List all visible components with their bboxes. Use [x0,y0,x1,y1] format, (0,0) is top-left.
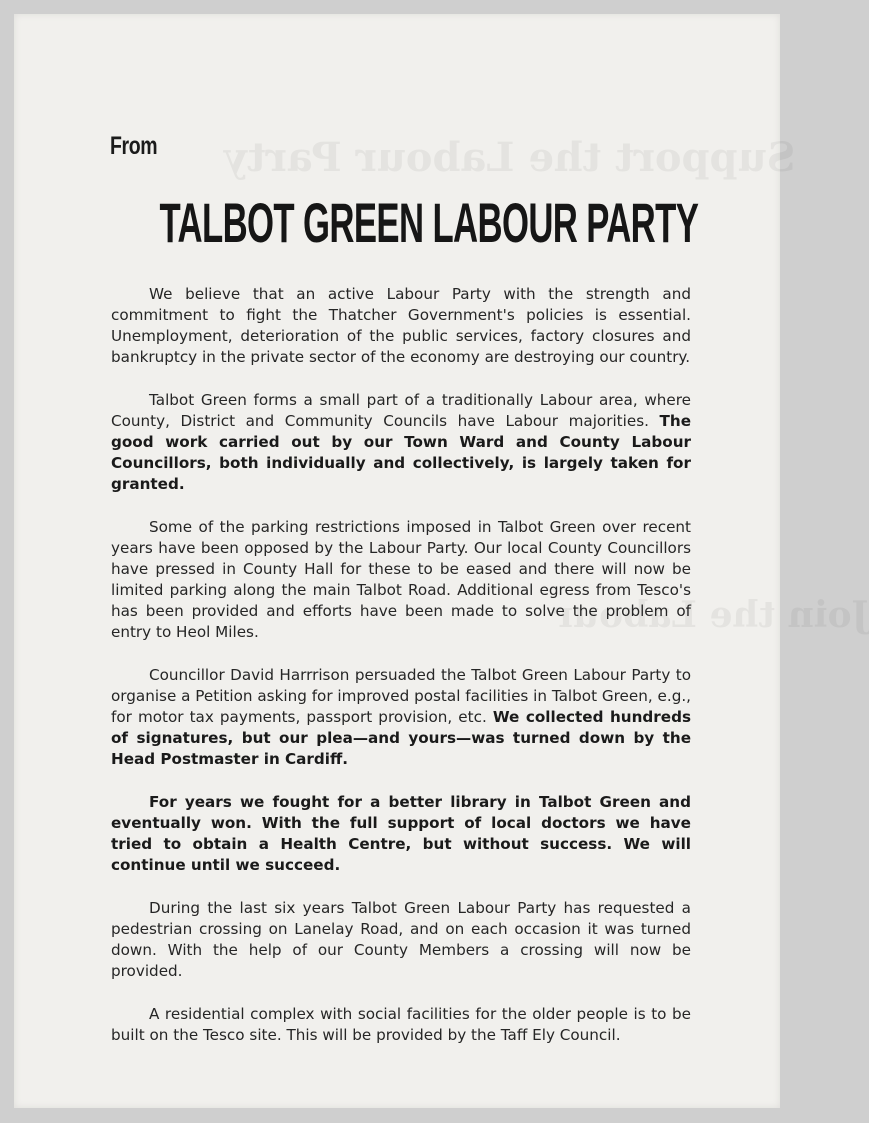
paragraph-2: Talbot Green forms a small part of a traditionally Labour area, where County, District and Community Councils have Labour majorities. The good work carried out by our Town Ward and County Labour Councillors, both individually and collectively, is largely taken for granted. [111,391,691,493]
show-through-join: Join the Labour [554,594,869,636]
paragraph-3: Some of the parking restrictions imposed in Talbot Green over recent years have been opposed by the Labour Party. Our local County Councillors have pressed in County Hall for these to be eased and there will now be limited parking along the main Talbot Road. Additional egress from Tesco's has been provided and efforts have been made to solve the problem of entry to Heol Miles. [111,518,691,641]
leaflet-body [111,284,691,1068]
paragraph-5: For years we fought for a better library in Talbot Green and eventually won. With the full support of local doctors we have tried to obtain a Health Centre, but without success. We will continue until we succeed. [111,793,691,874]
page-title: TALBOT GREEN LABOUR PARTY [159,191,699,254]
paragraph-6: During the last six years Talbot Green Labour Party has requested a pedestrian crossing on Lanelay Road, and on each occasion it was turned down. With the help of our County Members a crossing will now be provided. [111,899,691,980]
show-through-heading: Support the Labour Party [224,134,796,181]
leaflet-page [14,14,869,1108]
paragraph-1: We believe that an active Labour Party with the strength and commitment to fight the Thatcher Government's policies is essential. Unemployment, deterioration of the public services, factory closures and bankruptcy in the private sector of the economy are destroying our country. [111,285,691,366]
paragraph-4: Councillor David Harrrison persuaded the Talbot Green Labour Party to organise a Petition asking for improved postal facilities in Talbot Green, e.g., for motor tax payments, passport provision, etc. We collected hundreds of signatures, but our plea—and yours—was turned down by the Head Postmaster in Cardiff. [111,666,691,768]
paragraph-7: A residential complex with social facilities for the older people is to be built on the Tesco site. This will be provided by the Taff Ely Council. [111,1005,691,1044]
from-label: From [110,132,158,160]
